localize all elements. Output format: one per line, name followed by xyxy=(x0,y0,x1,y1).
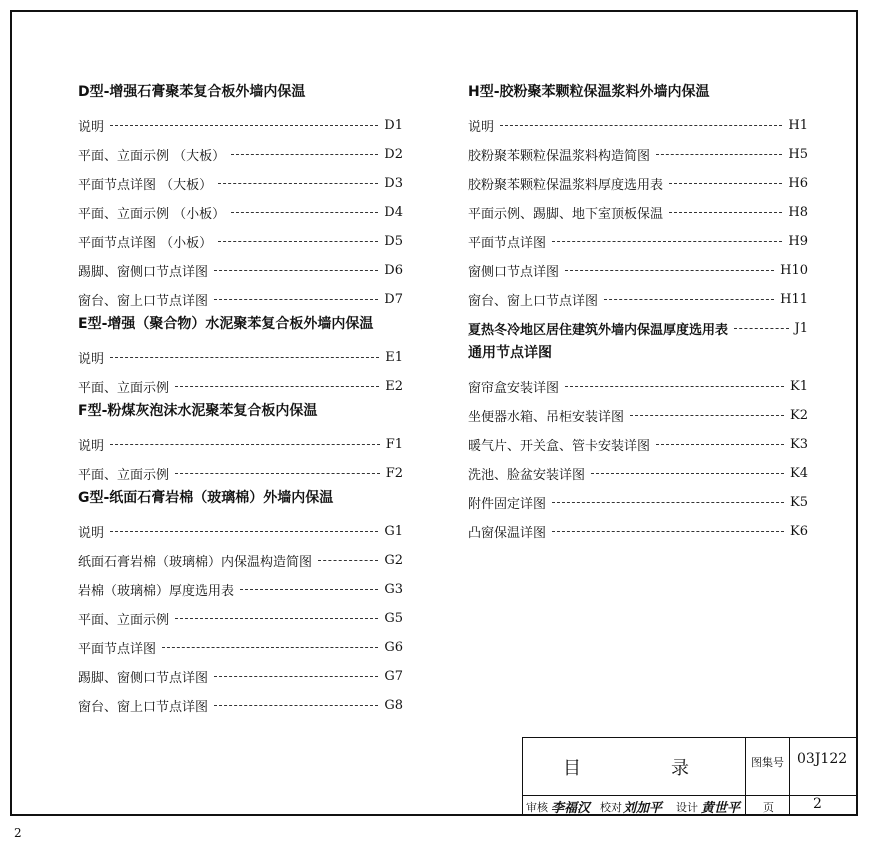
toc-entry[interactable] xyxy=(78,198,403,227)
toc-entry[interactable] xyxy=(468,169,808,198)
toc-entry-code: H8 xyxy=(788,205,808,220)
toc-entry-title: 说明 xyxy=(78,352,105,367)
toc-entry[interactable] xyxy=(78,169,403,198)
toc-entry[interactable] xyxy=(78,604,403,633)
toc-entry-title: 窗侧口节点详图 xyxy=(468,265,560,280)
toc-entry-code: H9 xyxy=(788,234,808,249)
leader-dashes xyxy=(591,473,784,474)
toc-entry-code: H10 xyxy=(780,263,808,278)
toc-entry-title: 凸窗保温详图 xyxy=(468,526,547,541)
toc-entry-title: 平面、立面示例 （大板） xyxy=(78,149,226,164)
toc-entry-code: G3 xyxy=(384,582,403,597)
toc-entry[interactable] xyxy=(468,140,808,169)
toc-entry[interactable] xyxy=(468,314,808,343)
review-label: 审核 xyxy=(526,801,548,814)
leader-dashes xyxy=(214,299,378,300)
leader-dashes xyxy=(214,705,378,706)
toc-entry-code: D2 xyxy=(384,147,403,162)
toc-entry-code: K3 xyxy=(790,437,808,452)
page-label: 页 xyxy=(763,801,774,814)
title-block xyxy=(522,737,858,816)
toc-entry-title: 平面节点详图 xyxy=(468,236,547,251)
leader-dashes xyxy=(500,125,782,126)
toc-entry-title: 附件固定详图 xyxy=(468,497,547,512)
toc-entry[interactable] xyxy=(78,256,403,285)
toc-entry-code: D3 xyxy=(384,176,403,191)
toc-entry[interactable] xyxy=(468,256,808,285)
toc-entry-title: 踢脚、窗侧口节点详图 xyxy=(78,671,209,686)
toc-entry-title: 踢脚、窗侧口节点详图 xyxy=(78,265,209,280)
section-heading: G型-纸面石膏岩棉（玻璃棉）外墙内保温 xyxy=(78,490,334,506)
toc-entry[interactable] xyxy=(78,372,403,401)
toc-entry[interactable] xyxy=(468,227,808,256)
leader-dashes xyxy=(552,531,784,532)
leader-dashes xyxy=(218,183,378,184)
leader-dashes xyxy=(630,415,784,416)
leader-dashes xyxy=(604,299,774,300)
toc-entry-title: 暖气片、开关盒、管卡安装详图 xyxy=(468,439,651,454)
toc-entry-code: H1 xyxy=(788,118,808,133)
toc-entry-title: 说明 xyxy=(468,120,495,135)
section-heading: E型-增强（聚合物）水泥聚苯复合板外墙内保温 xyxy=(78,316,374,332)
leader-dashes xyxy=(214,676,378,677)
toc-entry[interactable] xyxy=(468,285,808,314)
toc-entry-code: H11 xyxy=(780,292,808,307)
leader-dashes xyxy=(240,589,378,590)
toc-entry-title: 说明 xyxy=(78,526,105,541)
leader-dashes xyxy=(669,183,782,184)
toc-entry[interactable] xyxy=(468,488,808,517)
toc-entry[interactable] xyxy=(78,459,403,488)
toc-entry[interactable] xyxy=(78,430,403,459)
leader-dashes xyxy=(318,560,378,561)
design-signature: 黄世平 xyxy=(701,801,741,816)
leader-dashes xyxy=(110,531,378,532)
toc-entry-title: 纸面石膏岩棉（玻璃棉）内保温构造简图 xyxy=(78,555,313,570)
toc-entry-title: 窗帘盒安装详图 xyxy=(468,381,560,396)
leader-dashes xyxy=(110,125,378,126)
toc-entry-title: 平面、立面示例 xyxy=(78,468,170,483)
leader-dashes xyxy=(175,386,379,387)
toc-entry-code: K6 xyxy=(790,524,808,539)
section-heading: F型-粉煤灰泡沫水泥聚苯复合板内保温 xyxy=(78,403,318,419)
review-signature: 李福汉 xyxy=(551,801,591,816)
section-heading: 通用节点详图 xyxy=(468,345,552,361)
toc-entry-title: 说明 xyxy=(78,120,105,135)
leader-dashes xyxy=(162,647,378,648)
toc-entry-code: K4 xyxy=(790,466,808,481)
toc-entry[interactable] xyxy=(78,546,403,575)
page-number-cell: 2 xyxy=(813,796,822,812)
toc-entry-code: G7 xyxy=(384,669,403,684)
toc-entry[interactable] xyxy=(78,227,403,256)
design-label: 设计 xyxy=(676,801,698,814)
toc-entry-title: 洗池、脸盆安装详图 xyxy=(468,468,586,483)
toc-entry-code: G5 xyxy=(384,611,403,626)
toc-entry[interactable] xyxy=(468,111,808,140)
toc-entry[interactable] xyxy=(78,575,403,604)
leader-dashes xyxy=(231,154,378,155)
toc-entry[interactable] xyxy=(78,285,403,314)
toc-entry-code: D7 xyxy=(384,292,403,307)
toc-entry-title: 窗台、窗上口节点详图 xyxy=(78,294,209,309)
toc-entry-code: K1 xyxy=(790,379,808,394)
leader-dashes xyxy=(565,270,774,271)
leader-dashes xyxy=(214,270,378,271)
toc-entry[interactable] xyxy=(78,343,403,372)
leader-dashes xyxy=(734,328,789,329)
leader-dashes xyxy=(231,212,378,213)
toc-entry[interactable] xyxy=(468,198,808,227)
toc-entry-code: E2 xyxy=(385,379,403,394)
toc-entry-title: 窗台、窗上口节点详图 xyxy=(78,700,209,715)
leader-dashes xyxy=(218,241,378,242)
title-char-1: 目 xyxy=(563,758,581,779)
leader-dashes xyxy=(110,357,379,358)
toc-entry[interactable] xyxy=(468,430,808,459)
toc-entry-title: 胶粉聚苯颗粒保温浆料构造简图 xyxy=(468,149,651,164)
check-signature: 刘加平 xyxy=(623,801,663,816)
toc-entry-code: F1 xyxy=(385,437,403,452)
toc-entry-code: G6 xyxy=(384,640,403,655)
toc-left-column xyxy=(78,82,403,720)
leader-dashes xyxy=(565,386,784,387)
toc-entry-code: E1 xyxy=(385,350,403,365)
atlas-number: 03J122 xyxy=(797,751,848,767)
toc-entry-code: D5 xyxy=(384,234,403,249)
atlas-label: 图集号 xyxy=(751,756,784,769)
leader-dashes xyxy=(552,502,784,503)
toc-entry[interactable] xyxy=(78,140,403,169)
toc-entry-code: K2 xyxy=(790,408,808,423)
toc-entry-title: 平面、立面示例 （小板） xyxy=(78,207,226,222)
toc-entry-title: 平面节点详图 （大板） xyxy=(78,178,213,193)
toc-right-column xyxy=(468,82,808,546)
toc-entry-code: H6 xyxy=(788,176,808,191)
section-heading: D型-增强石膏聚苯复合板外墙内保温 xyxy=(78,84,306,100)
leader-dashes xyxy=(175,618,378,619)
toc-entry-code: F2 xyxy=(385,466,403,481)
toc-entry[interactable] xyxy=(468,517,808,546)
toc-entry[interactable] xyxy=(78,662,403,691)
leader-dashes xyxy=(110,444,380,445)
leader-dashes xyxy=(175,473,380,474)
toc-entry-title: 平面节点详图 xyxy=(78,642,157,657)
toc-entry-code: D6 xyxy=(384,263,403,278)
toc-entry-code: G1 xyxy=(384,524,403,539)
toc-entry-title: 说明 xyxy=(78,439,105,454)
toc-entry[interactable] xyxy=(78,111,403,140)
toc-entry-title: 胶粉聚苯颗粒保温浆料厚度选用表 xyxy=(468,178,664,193)
toc-entry[interactable] xyxy=(78,517,403,546)
leader-dashes xyxy=(552,241,782,242)
toc-entry[interactable] xyxy=(78,691,403,720)
toc-entry[interactable] xyxy=(78,633,403,662)
toc-entry-title: 平面节点详图 （小板） xyxy=(78,236,213,251)
toc-entry-title: 平面、立面示例 xyxy=(78,613,170,628)
toc-entry-code: D4 xyxy=(384,205,403,220)
toc-entry-code: G2 xyxy=(384,553,403,568)
toc-entry[interactable] xyxy=(468,372,808,401)
toc-entry-title: 平面示例、踢脚、地下室顶板保温 xyxy=(468,207,664,222)
toc-entry-code: H5 xyxy=(788,147,808,162)
leader-dashes xyxy=(656,444,784,445)
toc-entry-title: 平面、立面示例 xyxy=(78,381,170,396)
toc-entry[interactable] xyxy=(468,401,808,430)
toc-entry[interactable] xyxy=(468,459,808,488)
leader-dashes xyxy=(656,154,782,155)
page-footer-number: 2 xyxy=(14,826,22,840)
toc-entry-title: 岩棉（玻璃棉）厚度选用表 xyxy=(78,584,235,599)
toc-entry-code: K5 xyxy=(790,495,808,510)
check-label: 校对 xyxy=(600,801,622,814)
toc-entry-code: J1 xyxy=(794,321,808,336)
toc-entry-code: G8 xyxy=(384,698,403,713)
toc-entry-title: 坐便器水箱、吊柜安装详图 xyxy=(468,410,625,425)
title-char-2: 录 xyxy=(671,758,689,779)
leader-dashes xyxy=(669,212,782,213)
toc-entry-title: 窗台、窗上口节点详图 xyxy=(468,294,599,309)
toc-entry-title: 夏热冬冷地区居住建筑外墙内保温厚度选用表 xyxy=(468,323,729,338)
section-heading: H型-胶粉聚苯颗粒保温浆料外墙内保温 xyxy=(468,84,710,100)
toc-entry-code: D1 xyxy=(384,118,403,133)
